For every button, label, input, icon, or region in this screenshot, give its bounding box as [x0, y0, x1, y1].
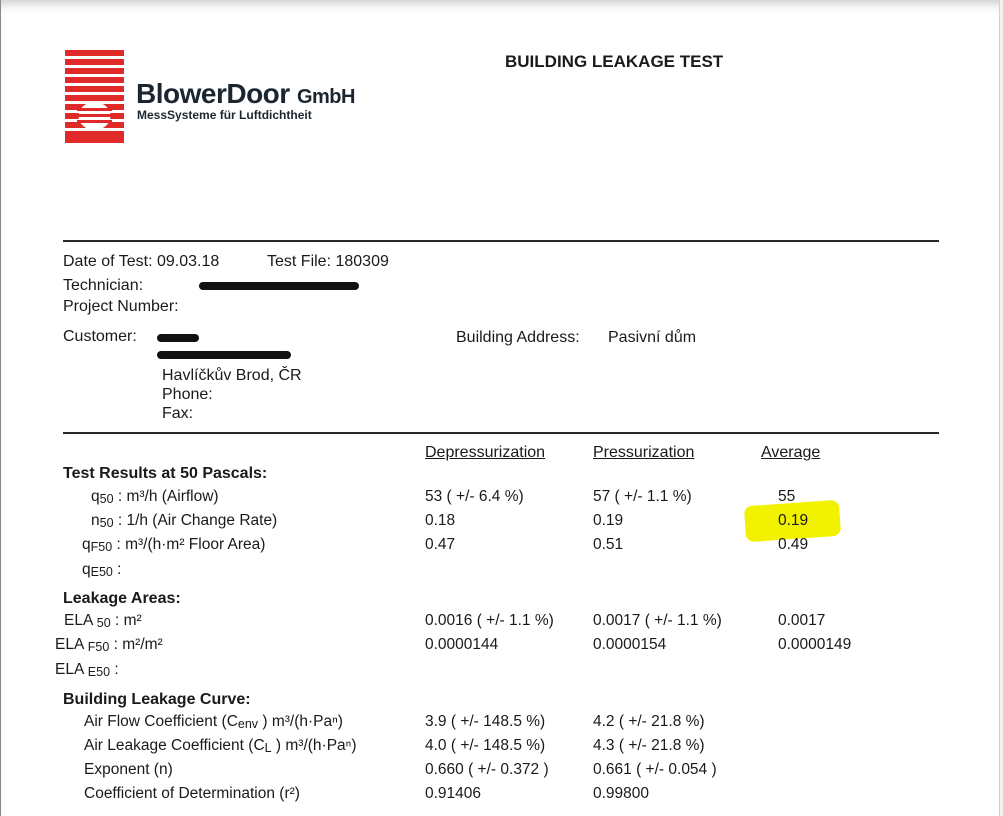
customer-name-redaction: [157, 334, 199, 342]
row-label: q50 : m³/h (Airflow): [91, 488, 219, 506]
logo-tagline: MessSysteme für Luftdichtheit: [137, 108, 312, 122]
cell-depress: 3.9 ( +/- 148.5 %): [425, 713, 546, 730]
row-label: Air Flow Coefficient (Cenv ) m³/(h·Paⁿ): [84, 713, 343, 731]
column-header-average: Average: [761, 444, 821, 461]
cell-depress: 0.660 ( +/- 0.372 ): [425, 761, 549, 778]
cell-press: 4.2 ( +/- 21.8 %): [593, 713, 705, 730]
cell-average: 0.19: [778, 512, 809, 529]
cell-average: 0.49: [778, 536, 809, 553]
customer-fax-label: Fax:: [162, 405, 194, 422]
section-heading-leakage: Leakage Areas:: [63, 590, 181, 607]
row-label: Air Leakage Coefficient (CL ) m³/(h·Paⁿ): [84, 737, 357, 755]
row-label: Coefficient of Determination (r²): [84, 785, 300, 802]
cell-depress: 0.0016 ( +/- 1.1 %): [425, 612, 554, 629]
customer-phone-label: Phone:: [162, 386, 213, 403]
cell-press: 4.3 ( +/- 21.8 %): [593, 737, 705, 754]
section-heading-curve: Building Leakage Curve:: [63, 691, 251, 708]
cell-average: 0.0017: [778, 612, 826, 629]
page-edge: [999, 0, 1003, 816]
building-address-label: Building Address:: [456, 329, 580, 346]
logo-brand-name: BlowerDoor GmbH: [136, 78, 355, 109]
blowerdoor-logo-icon: [65, 50, 124, 143]
row-label: qE50 :: [82, 561, 122, 579]
cell-depress: 0.0000144: [425, 636, 499, 653]
cell-depress: 0.47: [425, 536, 456, 553]
page-title: BUILDING LEAKAGE TEST: [505, 52, 724, 71]
cell-press: 0.661 ( +/- 0.054 ): [593, 761, 717, 778]
row-label: ELA 50 : m²: [64, 612, 142, 630]
cell-depress: 4.0 ( +/- 148.5 %): [425, 737, 546, 754]
cell-press: 0.99800: [593, 785, 650, 802]
customer-city: Havlíčkův Brod, ČR: [162, 367, 302, 384]
divider-middle: [63, 432, 939, 434]
cell-press: 57 ( +/- 1.1 %): [593, 488, 692, 505]
cell-average: 0.0000149: [778, 636, 852, 653]
row-label: qF50 : m³/(h·m² Floor Area): [82, 536, 266, 554]
cell-depress: 0.18: [425, 512, 456, 529]
customer-street-redaction: [157, 351, 291, 359]
project-number-label: Project Number:: [63, 298, 179, 315]
customer-label: Customer:: [63, 328, 137, 345]
row-label: Exponent (n): [84, 761, 173, 778]
test-file: Test File: 180309: [267, 253, 389, 270]
cell-average: 55: [778, 488, 796, 505]
cell-depress: 0.91406: [425, 785, 482, 802]
cell-press: 0.0017 ( +/- 1.1 %): [593, 612, 722, 629]
column-header-pressurization: Pressurization: [593, 444, 695, 461]
cell-depress: 53 ( +/- 6.4 %): [425, 488, 524, 505]
row-label: ELA F50 : m²/m²: [55, 636, 163, 654]
row-label: n50 : 1/h (Air Change Rate): [91, 512, 278, 530]
technician-redaction: [199, 282, 359, 290]
cell-press: 0.0000154: [593, 636, 667, 653]
section-heading-results: Test Results at 50 Pascals:: [63, 465, 268, 482]
row-label: ELA E50 :: [55, 661, 119, 679]
divider-top: [63, 240, 939, 242]
technician-label: Technician:: [63, 277, 144, 294]
cell-press: 0.51: [593, 536, 624, 553]
column-header-depressurization: Depressurization: [425, 444, 546, 461]
building-address-value: Pasivní dům: [608, 329, 697, 346]
cell-press: 0.19: [593, 512, 624, 529]
date-of-test: Date of Test: 09.03.18: [63, 253, 220, 270]
